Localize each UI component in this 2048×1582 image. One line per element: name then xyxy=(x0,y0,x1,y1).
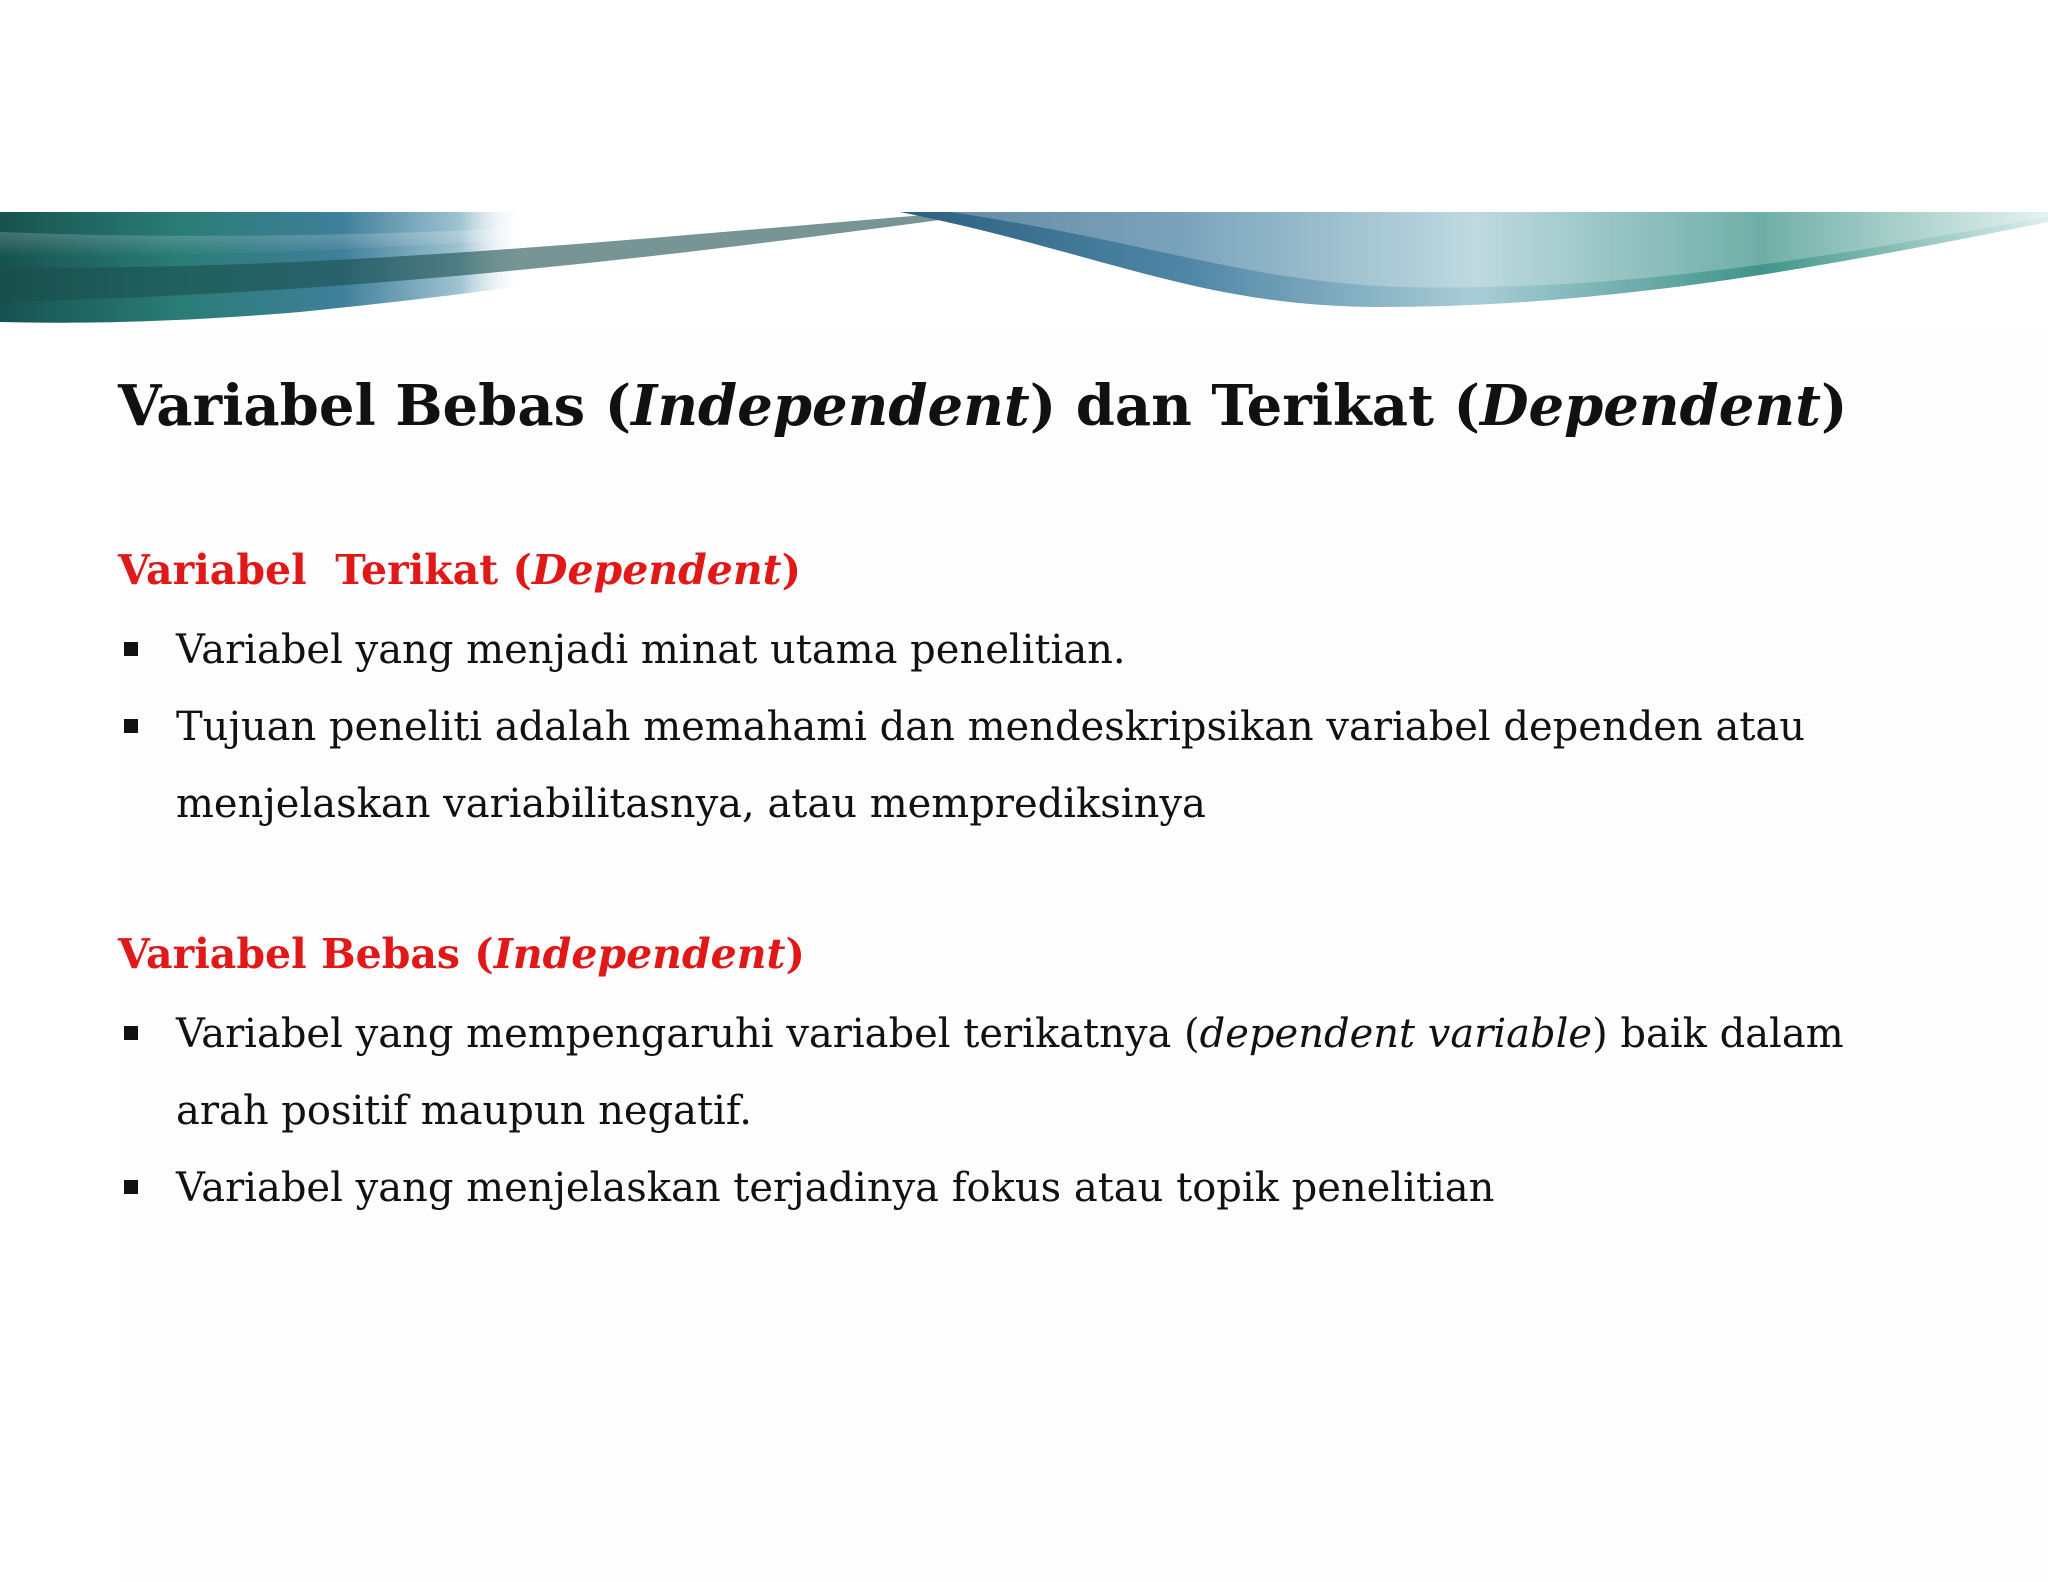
heading-prefix: Variabel Terikat ( xyxy=(118,546,532,594)
bullet-item xyxy=(124,689,1884,843)
bullet-text-after: ) baik dalam arah positif maupun negatif. xyxy=(176,1011,1844,1134)
wave-banner-decoration xyxy=(0,212,2048,328)
bullet-item xyxy=(124,612,1884,689)
section-heading-dependent xyxy=(118,546,801,595)
slide-title xyxy=(118,374,1848,438)
bullet-text: Variabel yang menjelaskan terjadinya fokus atau topik penelitian xyxy=(176,1165,1495,1211)
bullet-text: Variabel yang menjadi minat utama penelitian. xyxy=(176,627,1126,673)
square-bullet-icon xyxy=(124,642,138,656)
heading-prefix: Variabel Bebas ( xyxy=(118,930,494,978)
heading-suffix: ) xyxy=(781,546,802,594)
section-heading-independent xyxy=(118,930,805,979)
square-bullet-icon xyxy=(124,1180,138,1194)
bullet-item xyxy=(124,996,1884,1150)
bullet-text-italic: dependent variable xyxy=(1199,1011,1593,1057)
square-bullet-icon xyxy=(124,1026,138,1040)
title-part-2: ) dan Terikat ( xyxy=(1029,373,1480,439)
title-italic-dependent: Dependent xyxy=(1479,373,1822,439)
bullet-text xyxy=(176,996,1884,1150)
title-part-1: Variabel Bebas ( xyxy=(118,373,632,439)
heading-italic: Independent xyxy=(493,930,786,978)
title-italic-independent: Independent xyxy=(631,373,1030,439)
bullet-text: Tujuan peneliti adalah memahami dan mendeskripsikan variabel dependen atau menjelaskan variabilitasnya, atau memprediksinya xyxy=(176,704,1805,827)
bullet-text-before: Variabel yang mempengaruhi variabel terikatnya ( xyxy=(176,1011,1200,1057)
heading-italic: Dependent xyxy=(531,546,782,594)
title-part-3: ) xyxy=(1821,373,1848,439)
bullet-item xyxy=(124,1150,1884,1227)
square-bullet-icon xyxy=(124,719,138,733)
heading-suffix: ) xyxy=(785,930,805,978)
